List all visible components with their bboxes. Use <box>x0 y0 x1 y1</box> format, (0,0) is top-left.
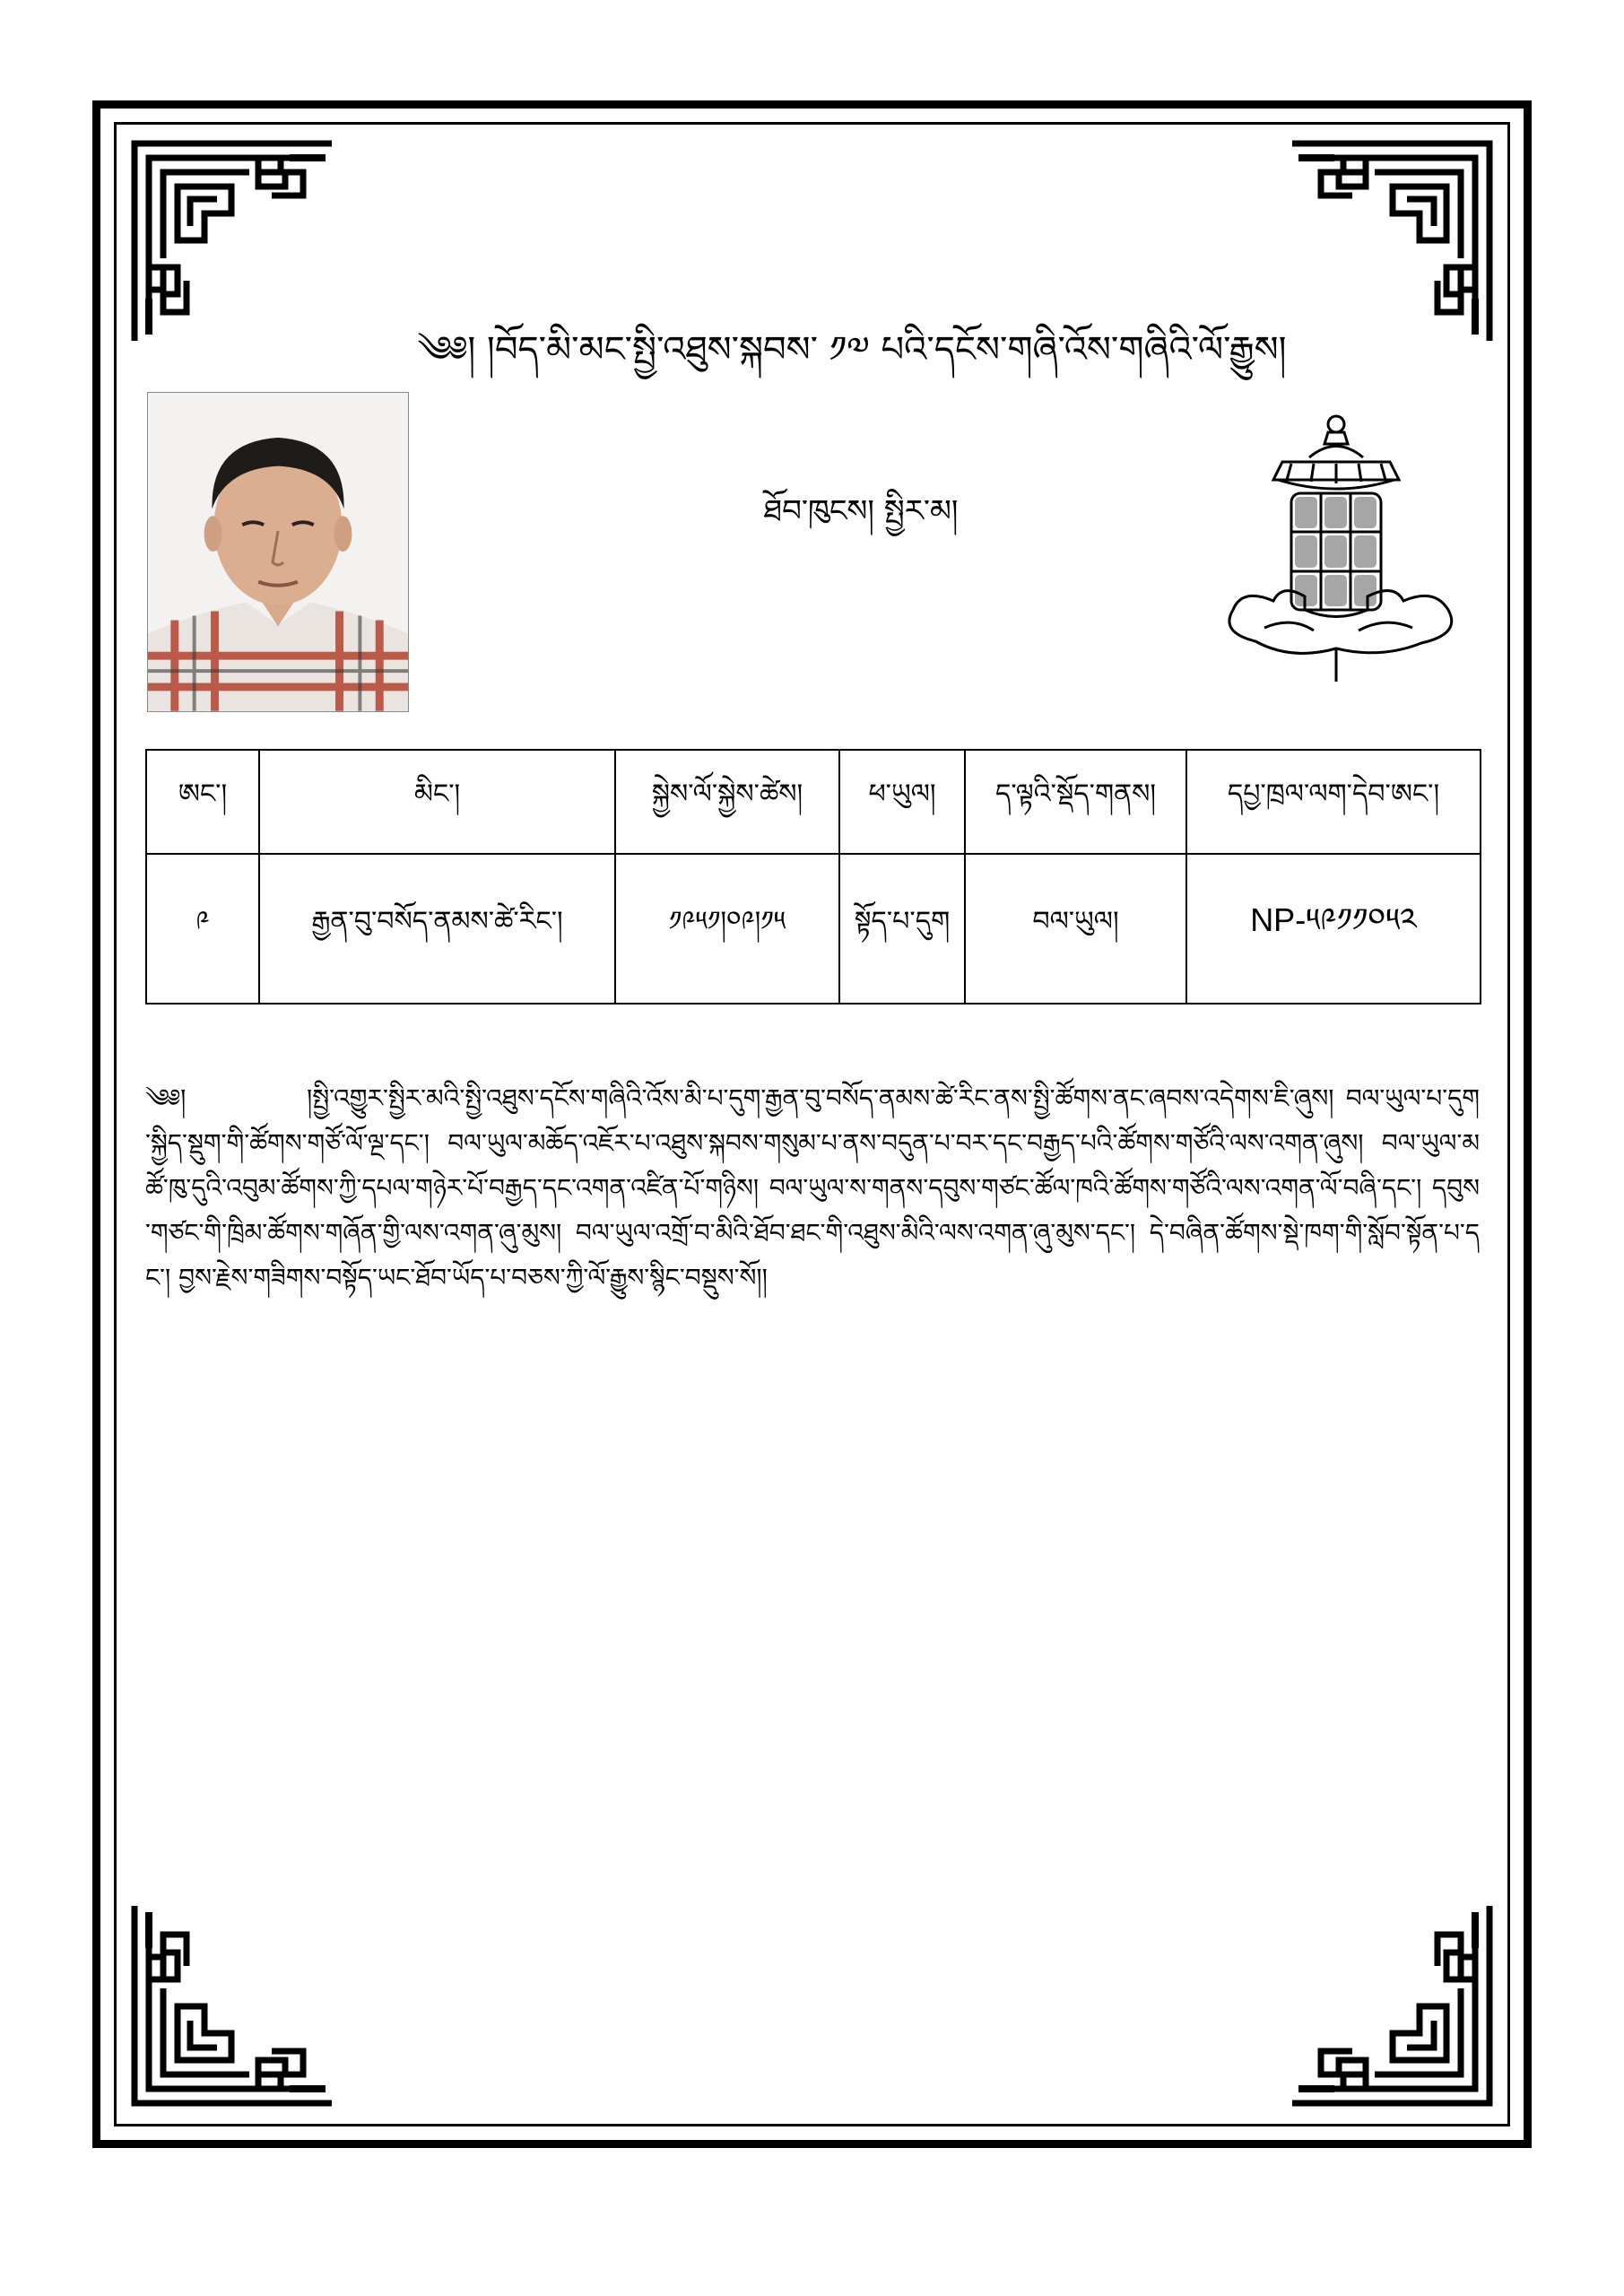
opening-mark: ༄༅། <box>145 1083 187 1113</box>
document-title: ༄༅། །བོད་མི་མང་སྤྱི་འཐུས་སྐབས་ ༡༧ པའི་དངོས་གཞི་འོས་གཞིའི་ལོ་རྒྱུས། <box>417 329 1287 370</box>
header-name: མིང་། <box>259 750 615 854</box>
table-header-row <box>146 750 1481 854</box>
header-number: ཨང་། <box>146 750 259 854</box>
biography-text: །སྤྱི་འགྱུར་སྤྱིར་མའི་སྤྱི་འཐུས་དངོས་གཞིའི་འོས་མི་པ་དུག་རྒྱན་བུ་བསོད་ནམས་ཚེ་རིང་ནས་སྤྱི་ཚོགས་ནང་ཞབས་འདེགས་ཇི་ཞུས། བལ་ཡུལ་པ་དུག་སྐྱིད་སྡུག་གི་ཚོགས་གཙོ་ལོ་ལྔ་དང་། བལ་ཡུལ་མཆོད་འཇོར་པ་འཐུས་སྐབས་གསུམ་པ་ནས་བདུན་པ་བར་དང་བརྒྱད་པའི་ཚོགས་གཙོའི་ལས་འགན་ཞུས། བལ་ཡུལ་མཚོ་ཁུ་དུའི་འབུམ་ཚོགས་ཀྱི་དཔལ་གཉེར་པོ་བརྒྱད་དང་འགན་འཛིན་པོ་གཉིས། བལ་ཡུལ་ས་གནས་དབུས་གཙང་ཚོལ་ཁའི་ཚོགས་གཙོའི་ལས་འགན་ལོ་བཞི་དང་། དབུས་གཙང་གི་ཁྲིམ་ཚོགས་གཞོན་གྱི་ལས་འགན་ཞུ་མུས། བལ་ཡུལ་འགྲོ་བ་མིའི་ཐོབ་ཐང་གི་འཐུས་མིའི་ལས་འགན་ཞུ་མུས་དང་། དེ་བཞིན་ཚོགས་སྡེ་ཁག་གི་སློབ་སྟོན་པ་དང་། བྱས་རྗེས་གཟིགས་བསྟོད་ཡང་ཐོབ་ཡོད་པ་བཅས་ཀྱི་ལོ་རྒྱུས་སྙིང་བསྡུས་སོ།། <box>145 1083 1480 1292</box>
victory-banner-emblem <box>1202 408 1480 691</box>
cell-name: རྒྱན་བུ་བསོད་ནམས་ཚེ་རིང་། <box>259 854 615 1004</box>
constituency-label: ཐོབ་ཁུངས། སྤྱིར་མ། <box>763 493 959 529</box>
header-current-residence: ད་ལྟའི་སྡོད་གནས། <box>965 750 1186 854</box>
header-green-book-number: དཔྱ་ཁྲལ་ལག་དེབ་ཨང་། <box>1186 750 1481 854</box>
candidate-table <box>145 749 1481 1004</box>
corner-ornament-bottom-right <box>1281 1894 1500 2114</box>
cell-native-place: སྟོད་པ་དུག <box>839 854 965 1004</box>
biography-paragraph <box>145 1076 1480 1300</box>
candidate-photo <box>147 392 409 712</box>
cell-number: ༩ <box>146 854 259 1004</box>
corner-ornament-bottom-left <box>124 1894 343 2114</box>
corner-ornament-top-left <box>124 133 343 352</box>
table-row <box>146 854 1481 1004</box>
cell-green-book-number: NP-༥༩༡༡༠༥༢ <box>1186 854 1481 1004</box>
header-native-place: ཕ་ཡུལ། <box>839 750 965 854</box>
cell-current-residence: བལ་ཡུལ། <box>965 854 1186 1004</box>
header-birth-date: སྐྱེས་ལོ་སྐྱེས་ཚེས། <box>615 750 839 854</box>
cell-birth-date: ༡༩༥༡།༠༩།༡༥ <box>615 854 839 1004</box>
